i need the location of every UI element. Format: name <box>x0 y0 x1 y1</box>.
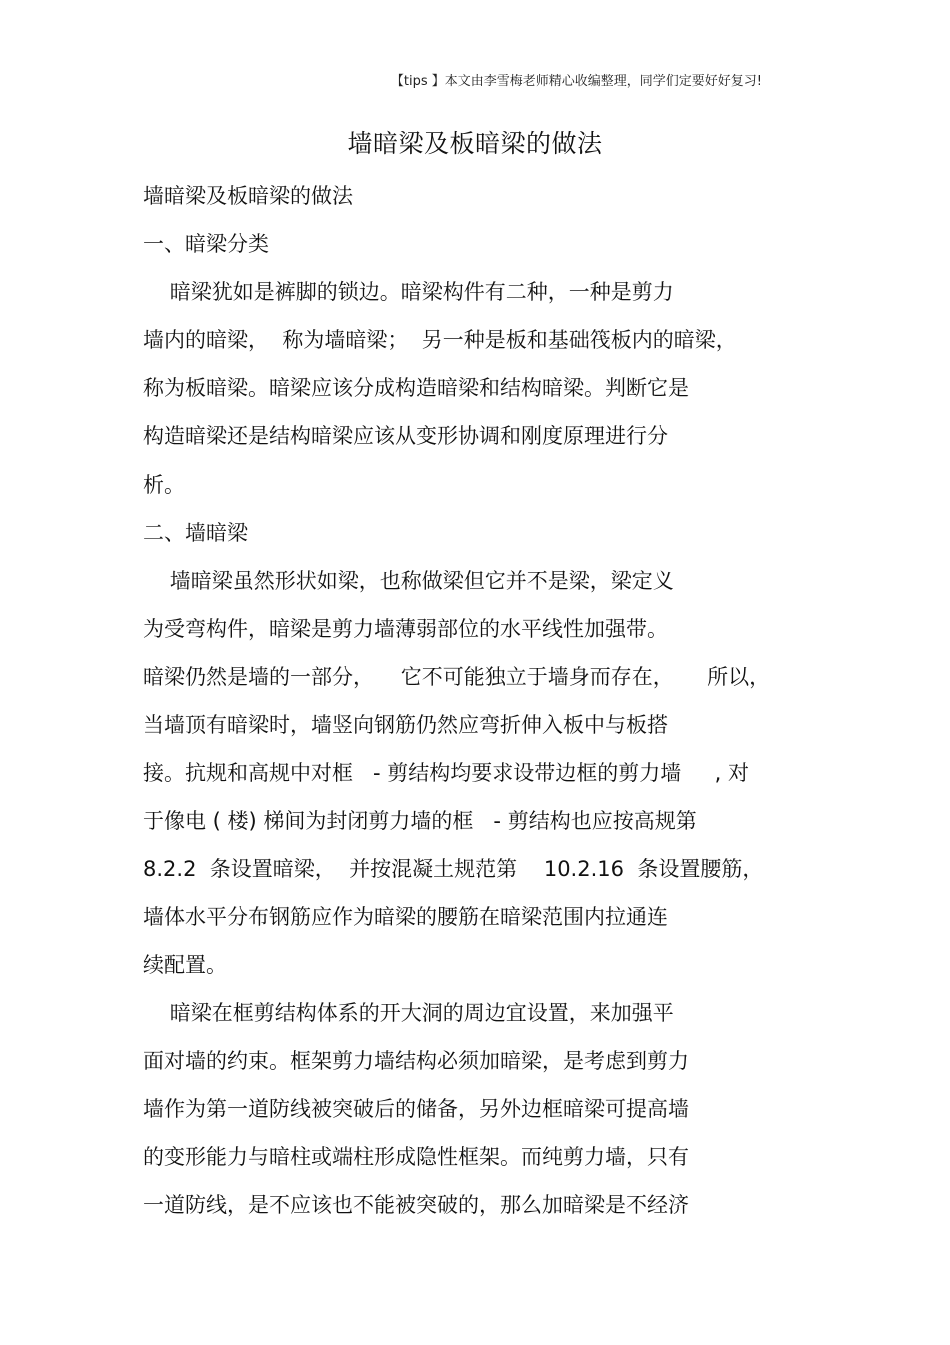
body-line: 暗梁犹如是裤脚的锁边。暗梁构件有二种，一种是剪力 <box>143 280 674 304</box>
body-line: 续配置。 <box>143 953 227 977</box>
body-line: 析。 <box>143 473 185 497</box>
body-line: 当墙顶有暗梁时，墙竖向钢筋仍然应弯折伸入板中与板搭 <box>143 713 668 737</box>
body-line: 墙体水平分布钢筋应作为暗梁的腰筋在暗梁范围内拉通连 <box>143 905 668 929</box>
body-line: 为受弯构件，暗梁是剪力墙薄弱部位的水平线性加强带。 <box>143 617 668 641</box>
body-line: 称为板暗梁。暗梁应该分成构造暗梁和结构暗梁。判断它是 <box>143 376 689 400</box>
subtitle-line: 墙暗梁及板暗梁的做法 <box>143 184 353 208</box>
body-line: 暗梁仍然是墙的一部分， 它不可能独立于墙身而存在， 所以， <box>143 665 771 689</box>
body-line: 8.2.2 条设置暗梁， 并按混凝土规范第 10.2.16 条设置腰筋， <box>143 857 764 881</box>
body-line: 一道防线，是不应该也不能被突破的，那么加暗梁是不经济 <box>143 1193 689 1217</box>
body-line: 构造暗梁还是结构暗梁应该从变形协调和刚度原理进行分 <box>143 424 668 448</box>
body-line: 的变形能力与暗柱或端柱形成隐性框架。而纯剪力墙，只有 <box>143 1145 689 1169</box>
body-line: 墙作为第一道防线被突破后的储备，另外边框暗梁可提高墙 <box>143 1097 689 1121</box>
body-line: 墙内的暗梁， 称为墙暗梁； 另一种是板和基础筏板内的暗梁， <box>143 328 737 352</box>
body-line: 面对墙的约束。框架剪力墙结构必须加暗梁，是考虑到剪力 <box>143 1049 689 1073</box>
body-line: 暗梁在框剪结构体系的开大洞的周边宜设置，来加强平 <box>143 1001 674 1025</box>
body-line: 于像电 ( 楼) 梯间为封闭剪力墙的框 - 剪结构也应按高规第 <box>143 809 697 833</box>
body-line: 墙暗梁虽然形状如梁，也称做梁但它并不是梁，梁定义 <box>143 569 674 593</box>
section-heading-2: 二、墙暗梁 <box>143 521 248 545</box>
tips-header: 【tips 】本文由李雪梅老师精心收编整理，同学们定要好好复习! <box>390 74 762 89</box>
body-line: 接。抗规和高规中对框 - 剪结构均要求设带边框的剪力墙 , 对 <box>143 761 750 785</box>
section-heading-1: 一、暗梁分类 <box>143 232 269 256</box>
document-title: 墙暗梁及板暗梁的做法 <box>347 129 603 158</box>
